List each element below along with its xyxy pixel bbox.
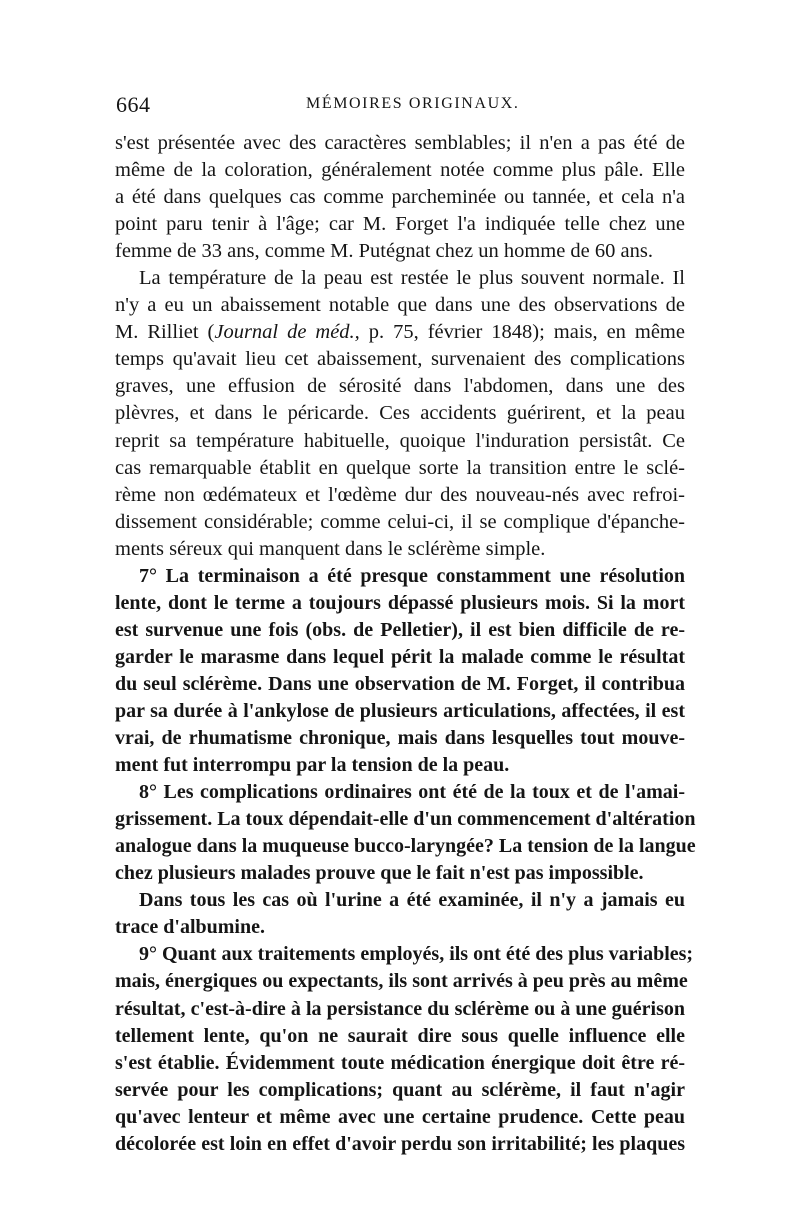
text-line: ment fut interrompu par la tension de la peau.: [115, 754, 510, 777]
paragraph: [115, 265, 685, 563]
body-text: [115, 130, 696, 1158]
text-line: ments séreux qui manquent dans le sclérème simple.: [115, 537, 546, 560]
text-line: vrai, de rhumatisme chronique, mais dans lesquelles tout mouve-: [115, 727, 685, 750]
text-line: Dans tous les cas où l'urine a été examinée, il n'y a jamais eu: [139, 889, 685, 912]
text-line: reprit sa température habituelle, quoique l'induration persistât. Ce: [115, 429, 685, 452]
paragraph: [115, 130, 685, 265]
text-line: trace d'albumine.: [115, 916, 265, 939]
page-header: [116, 92, 686, 122]
text-line: 8° Les complications ordinaires ont été de la toux et de l'amai-: [139, 781, 685, 804]
text-line: même de la coloration, généralement notée comme plus pâle. Elle: [115, 159, 685, 182]
text-line: mais, énergiques ou expectants, ils sont arrivés à peu près au même: [115, 970, 688, 993]
text-line: femme de 33 ans, comme M. Putégnat chez un homme de 60 ans.: [115, 240, 653, 263]
running-title: MÉMOIRES ORIGINAUX.: [306, 95, 520, 112]
text-line: s'est présentée avec des caractères semblables; il n'en a pas été de: [115, 132, 685, 154]
text-line: tellement lente, qu'on ne saurait dire sous quelle influence elle: [115, 1024, 685, 1047]
text-line: 9° Quant aux traitements employés, ils ont été des plus variables;: [139, 943, 694, 966]
text-line: servée pour les complications; quant au sclérème, il faut n'agir: [115, 1078, 685, 1101]
text-line: grissement. La toux dépendait-elle d'un commencement d'altération: [115, 808, 696, 831]
text-line: n'y a eu un abaissement notable que dans une des observations de: [115, 294, 685, 317]
text-line: cas remarquable établit en quelque sorte la transition entre le sclé-: [115, 456, 685, 479]
text-line: analogue dans la muqueuse bucco-laryngée? La tension de la langue: [115, 835, 696, 858]
text-line: rème non œdémateux et l'œdème dur des nouveau-nés avec refroi-: [115, 483, 685, 506]
text-line: résultat, c'est-à-dire à la persistance du sclérème ou à une guérison: [115, 997, 685, 1020]
text-line: décolorée est loin en effet d'avoir perdu son irritabilité; les plaques: [115, 1132, 685, 1155]
page-number: 664: [116, 92, 151, 117]
paragraph: [115, 887, 685, 941]
paragraph: [115, 779, 696, 887]
text-line: lente, dont le terme a toujours dépassé plusieurs mois. Si la mort: [115, 591, 685, 614]
text-line: 7° La terminaison a été presque constamment une résolution: [139, 564, 685, 587]
journal-title: Journal de méd.,: [214, 321, 360, 344]
text-line: est survenue une fois (obs. de Pelletier), il est bien difficile de re-: [115, 618, 685, 641]
text-line: par sa durée à l'ankylose de plusieurs articulations, affectées, il est: [115, 699, 685, 722]
text-line: a été dans quelques cas comme parcheminée ou tannée, et cela n'a: [115, 186, 685, 209]
text-line: qu'avec lenteur et même avec une certaine prudence. Cette peau: [115, 1105, 685, 1128]
text-line: du seul sclérème. Dans une observation de M. Forget, il contribua: [115, 672, 685, 695]
text-line: chez plusieurs malades prouve que le fait n'est pas impossible.: [115, 862, 644, 885]
text-line: garder le marasme dans lequel périt la malade comme le résultat: [115, 645, 685, 668]
text-line: graves, une effusion de sérosité dans l'abdomen, dans une des: [115, 375, 685, 398]
text-line: point paru tenir à l'âge; car M. Forget l'a indiquée telle chez une: [115, 213, 685, 236]
text-segment: p. 75, février 1848); mais, en même: [359, 321, 685, 344]
text-line: [115, 319, 685, 346]
text-line: La température de la peau est restée le plus souvent normale. Il: [139, 267, 685, 290]
text-line: dissement considérable; comme celui-ci, il se complique d'épanche-: [115, 510, 685, 533]
paragraph: [115, 563, 685, 779]
text-line: temps qu'avait lieu cet abaissement, survenaient des complications: [115, 348, 685, 371]
text-line: plèvres, et dans le péricarde. Ces accidents guérirent, et la peau: [115, 402, 685, 425]
text-line: s'est établie. Évidemment toute médication énergique doit être ré-: [115, 1051, 685, 1074]
paragraph: [115, 941, 694, 1157]
text-segment: M. Rilliet (: [115, 321, 215, 344]
